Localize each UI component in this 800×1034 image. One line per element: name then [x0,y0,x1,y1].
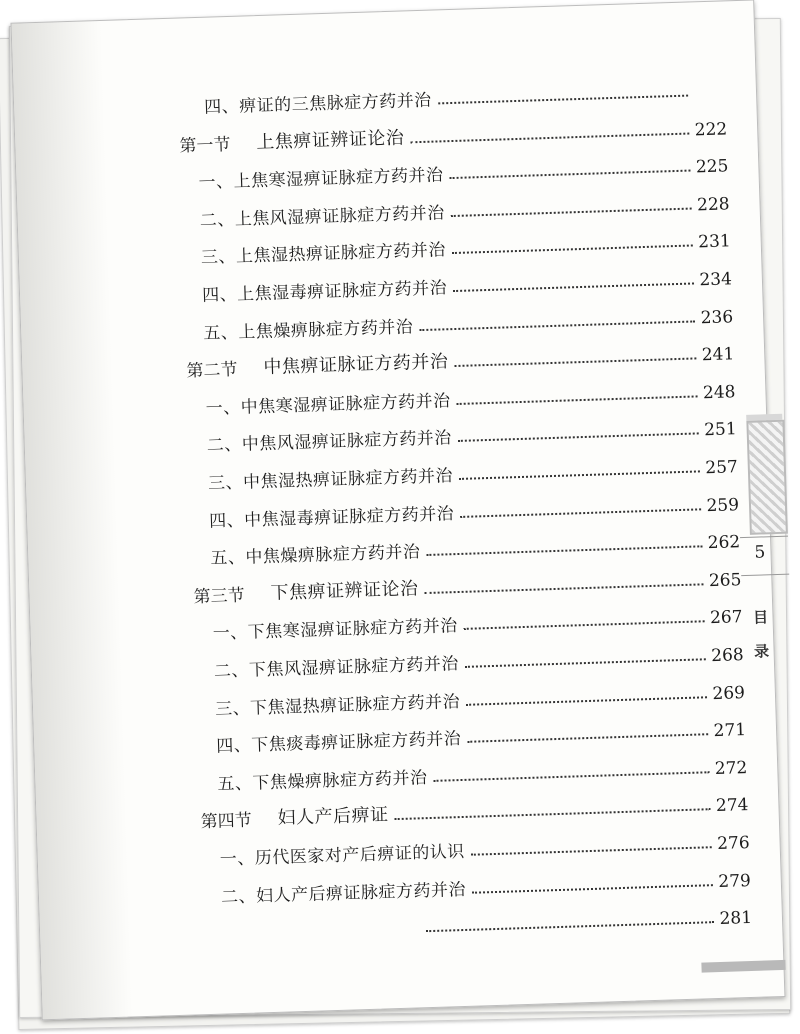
side-label-mu: 目 [752,608,769,627]
toc-entry-title: 一、下焦寒湿痹证脉症方药并治 [212,616,458,645]
toc-dot-leader [458,432,699,443]
toc-entry-title: 一、中焦寒湿痹证脉症方药并治 [205,390,451,419]
toc-page-number: 257 [705,457,739,479]
toc-dot-leader [459,469,700,480]
toc-entry-title: 四、痹证的三焦脉症方药并治 [203,90,432,118]
toc-page-number: 248 [702,382,736,404]
side-label-lu: 录 [753,642,770,661]
table-of-contents [12,0,754,930]
toc-section-number: 第三节 [193,585,245,608]
toc-page-number: 268 [710,645,745,667]
toc-entry-title: 三、下焦湿热痹证脉症方药并治 [214,691,461,720]
toc-entry-title: 三、上焦湿热痹证脉症方药并治 [200,240,447,269]
toc-dot-leader [467,732,708,743]
toc-section-number: 第四节 [200,811,252,833]
toc-page-number: 269 [712,682,746,704]
toc-page-number: 222 [694,118,728,140]
bottom-decoration-bar [701,960,785,973]
toc-page-number: 259 [706,494,740,516]
toc-page-number [692,101,726,102]
toc-dot-leader [451,206,692,217]
toc-entry-title: 二、中焦风湿痹证脉症方药并治 [206,428,453,457]
toc-dot-leader [410,131,689,143]
toc-entry-title: 五、中焦燥痹脉症方药并治 [210,542,421,569]
toc-page-number: 265 [708,569,742,591]
toc-dot-leader [419,319,695,331]
toc-entry-title: 五、下焦燥痹脉症方药并治 [217,767,428,795]
toc-dot-leader [426,545,702,557]
toc-entry-title: 中焦痹证脉证方药并治 [263,351,449,379]
toc-page-number: 272 [714,757,748,779]
toc-page-number: 267 [709,607,743,629]
toc-page-number: 231 [697,231,732,253]
toc-dot-leader [466,695,707,706]
toc-dot-leader [438,94,688,105]
toc-entry-title: 下焦痹证辨证论治 [270,578,419,604]
toc-dot-leader [464,620,705,631]
toc-page-number: 274 [715,795,749,817]
toc-dot-leader [433,770,709,782]
toc-page-number: 236 [700,306,734,328]
toc-dot-leader [460,507,701,518]
toc-section-number: 第一节 [179,134,231,157]
toc-entry-title: 三、中焦湿热痹证脉症方药并治 [207,466,454,494]
toc-entry-title: 四、中焦湿毒痹证脉症方药并治 [208,503,455,532]
toc-dot-leader [454,357,696,368]
toc-dot-leader [452,244,693,255]
toc-page-number: 251 [703,419,737,441]
toc-entry-title: 二、下焦风湿痹证脉症方药并治 [213,654,460,682]
toc-dot-leader [472,883,713,894]
toc-page [10,0,785,1020]
toc-page-number: 225 [695,156,729,178]
toc-page-number: 276 [716,833,750,855]
toc-section-number: 第二节 [186,360,238,382]
toc-dot-leader [425,582,704,594]
toc-entry-title: 四、下焦痰毒痹证脉症方药并治 [216,729,462,757]
toc-page-number: 279 [718,870,752,892]
toc-entry-title: 二、妇人产后痹证脉症方药并治 [220,879,467,908]
toc-page-number: 281 [719,908,753,930]
toc-page-number: 228 [696,194,730,216]
toc-dot-leader [450,169,691,180]
toc-dot-leader [453,281,694,292]
cloud-pattern-ornament [746,420,788,535]
toc-dot-leader [471,845,712,856]
toc-entry-title: 五、上焦燥痹脉症方药并治 [203,316,414,344]
toc-page-number: 271 [713,720,747,742]
toc-page-number: 262 [707,532,741,554]
toc-dot-leader [457,394,698,405]
toc-entry-title: 一、上焦寒湿痹证脉症方药并治 [198,165,444,194]
toc-dot-leader [426,920,714,932]
toc-entry-title: 妇人产后痹证 [277,804,389,830]
toc-entry-title: 一、历代医家对产后痹证的认识 [219,841,466,870]
toc-entry-title: 上焦痹证辨证论治 [256,127,405,153]
toc-entry-title: 四、上焦湿毒痹证脉症方药并治 [201,278,448,306]
toc-page-number: 234 [699,269,733,291]
toc-entry-title: 二、上焦风湿痹证脉症方药并治 [199,203,445,231]
page-number: 5 [754,542,766,563]
toc-item-row [420,898,753,938]
toc-page-number: 241 [701,344,735,366]
toc-dot-leader [465,657,706,668]
toc-dot-leader [395,808,711,821]
